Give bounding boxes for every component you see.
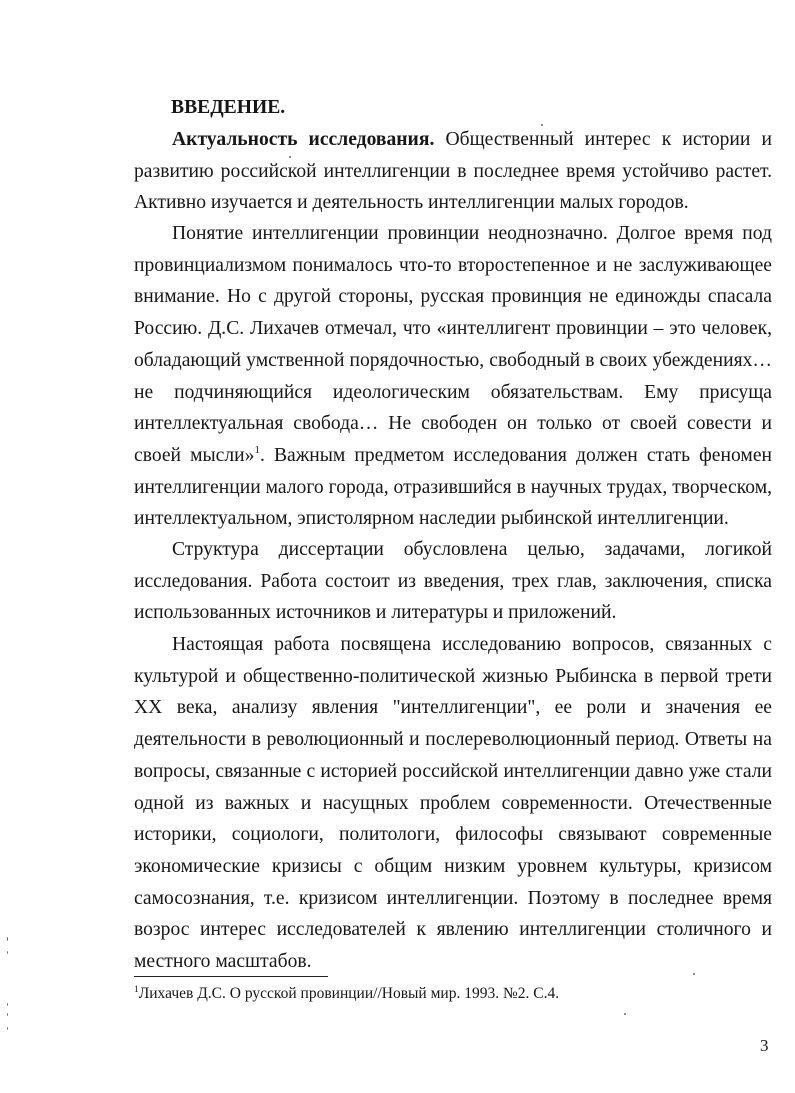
scan-speck (693, 973, 695, 975)
paragraph-text-continued: . Важным предметом исследования должен стать феномен интеллигенции малого города, отразившийся в научных трудах, творческом, интеллектуальном, эпистолярном наследии рыбинской интеллигенции. (134, 444, 772, 530)
paragraph-topic (134, 629, 772, 978)
footnote-number: 1 (134, 985, 139, 995)
scan-speck (7, 1013, 8, 1016)
footnote-reference: 1 (254, 443, 260, 456)
section-heading: ВВЕДЕНИЕ. (171, 97, 286, 118)
paragraph-text: Общественный интерес к истории и развитию российской интеллигенции в последнее время устойчиво растет. Активно изучается и деятельность интеллигенции малых городов. (134, 129, 772, 214)
paragraph-relevance (134, 124, 772, 219)
paragraph-text: Структура диссертации обусловлена целью, задачами, логикой исследования. Работа состоит из введения, трех глав, заключения, списка использованных источников и литературы и приложений. (134, 539, 772, 624)
paragraph-lead: Актуальность исследования. (172, 129, 435, 150)
scan-speck (7, 1003, 8, 1006)
paragraph-structure (134, 534, 772, 629)
paragraph-text: Понятие интеллигенции провинции неоднозначно. Долгое время под провинциализмом понималось что-то второстепенное и не заслуживающее внимание. Но с другой стороны, русская провинция не единожды спасала Россию. Д.С. Лихачев отмечал, что «интеллигент провинции – это человек, обладающий умственной порядочностью, свободный в своих убеждениях… не подчиняющийся идеологическим обязательствам. Ему присуща интеллектуальная свобода… Не свободен он только от своей совести и своей мысли» (134, 223, 772, 466)
scan-speck (289, 156, 291, 158)
scan-speck (541, 124, 543, 126)
footnote-divider (134, 976, 328, 977)
scan-speck (624, 1013, 626, 1015)
footnote-text: Лихачев Д.С. О русской провинции//Новый мир. 1993. №2. С.4. (138, 985, 560, 1002)
paragraph-concept (134, 218, 772, 535)
paragraph-text: Настоящая работа посвящена исследованию вопросов, связанных с культурой и общественно-политической жизнью Рыбинска в первой трети XX века, анализу явления "интеллигенции", ее роли и значения ее деятельности в революционный и послереволюционный период. Ответы на вопросы, связанные с историей российской интеллигенции давно уже стали одной из важных и насущных проблем современности. Отечественные историки, социологи, политологи, философы связывают современные экономические кризисы с общим низким уровнем культуры, кризисом самосознания, т.е. кризисом интеллигенции. Поэтому в последнее время возрос интерес исследователей к явлению интеллигенции столичного и местного масштабов. (134, 634, 772, 973)
scan-speck (7, 951, 8, 954)
page-number: 3 (760, 1036, 769, 1055)
scan-speck (7, 1027, 8, 1030)
scan-speck (7, 937, 8, 941)
footnote (134, 984, 559, 1004)
